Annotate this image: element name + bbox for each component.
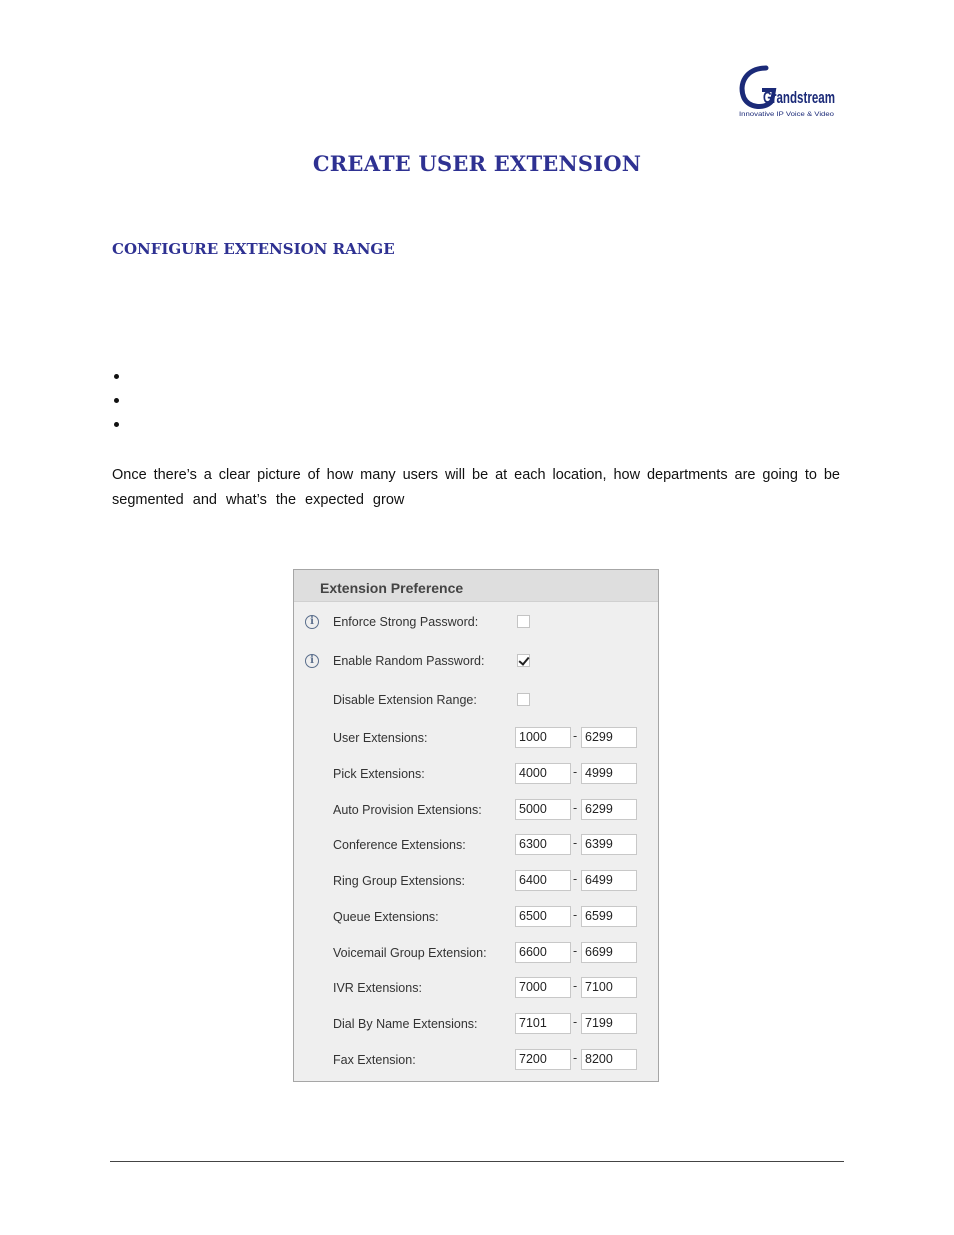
range-start-input[interactable]: 5000 <box>515 799 571 820</box>
range-end-input[interactable]: 4999 <box>581 763 637 784</box>
range-separator: - <box>573 836 578 850</box>
range-separator: - <box>573 872 578 886</box>
range-start-input[interactable]: 6600 <box>515 942 571 963</box>
range-row-queue-extensions <box>294 906 658 930</box>
range-row-pick-extensions <box>294 763 658 787</box>
range-separator: - <box>573 765 578 779</box>
range-row-ring-group-extensions <box>294 870 658 894</box>
info-icon[interactable]: i <box>305 615 319 629</box>
range-label: IVR Extensions: <box>333 981 422 995</box>
bullet-icon <box>114 374 119 379</box>
enforce-strong-password-checkbox[interactable] <box>517 615 530 628</box>
range-separator: - <box>573 1015 578 1029</box>
range-separator: - <box>573 908 578 922</box>
setting-label: Enforce Strong Password: <box>333 615 479 629</box>
range-end-input[interactable]: 6599 <box>581 906 637 927</box>
range-end-input[interactable]: 6299 <box>581 727 637 748</box>
logo-wordmark: Grandstream <box>763 88 835 107</box>
range-label: Pick Extensions: <box>333 767 425 781</box>
range-start-input[interactable]: 4000 <box>515 763 571 784</box>
disable-extension-range-checkbox[interactable] <box>517 693 530 706</box>
range-label: Queue Extensions: <box>333 910 439 924</box>
range-end-input[interactable]: 6699 <box>581 942 637 963</box>
range-label: Voicemail Group Extension: <box>333 946 487 960</box>
footer-divider <box>110 1161 844 1162</box>
range-start-input[interactable]: 7101 <box>515 1013 571 1034</box>
page-title: CREATE USER EXTENSION <box>312 151 642 176</box>
setting-label: Disable Extension Range: <box>333 693 477 707</box>
range-start-input[interactable]: 7000 <box>515 977 571 998</box>
range-end-input[interactable]: 6299 <box>581 799 637 820</box>
range-end-input[interactable]: 8200 <box>581 1049 637 1070</box>
section-title: CONFIGURE EXTENSION RANGE <box>112 240 395 258</box>
checkmark-icon <box>518 654 529 666</box>
info-icon[interactable]: i <box>305 654 319 668</box>
paragraph-line: segmented and what’s the expected grow <box>112 491 405 508</box>
range-start-input[interactable]: 6500 <box>515 906 571 927</box>
range-row-dial-by-name-extensions <box>294 1013 658 1037</box>
range-separator: - <box>573 944 578 958</box>
range-label: Ring Group Extensions: <box>333 874 466 888</box>
range-label: Auto Provision Extensions: <box>333 803 482 817</box>
extension-preference-panel <box>293 569 659 1082</box>
range-separator: - <box>573 729 578 743</box>
range-end-input[interactable]: 6399 <box>581 834 637 855</box>
range-start-input[interactable]: 6300 <box>515 834 571 855</box>
setting-row-enforce-strong-password <box>294 611 658 635</box>
range-end-input[interactable]: 7199 <box>581 1013 637 1034</box>
enable-random-password-checkbox[interactable] <box>517 654 530 667</box>
range-row-user-extensions <box>294 727 658 751</box>
range-start-input[interactable]: 6400 <box>515 870 571 891</box>
range-row-fax-extension <box>294 1049 658 1073</box>
range-row-auto-provision-extensions <box>294 799 658 823</box>
grandstream-logo <box>736 60 836 120</box>
range-label: Dial By Name Extensions: <box>333 1017 478 1031</box>
paragraph-line: Once there’s a clear picture of how many users will be at each location, how departments are going to be <box>112 467 840 483</box>
range-start-input[interactable]: 7200 <box>515 1049 571 1070</box>
range-row-ivr-extensions <box>294 977 658 1001</box>
range-label: Fax Extension: <box>333 1053 416 1067</box>
range-row-voicemail-group-extension <box>294 942 658 966</box>
range-label: Conference Extensions: <box>333 838 466 852</box>
bullet-icon <box>114 422 119 427</box>
range-separator: - <box>573 1051 578 1065</box>
range-row-conference-extensions <box>294 834 658 858</box>
bullet-icon <box>114 398 119 403</box>
range-separator: - <box>573 801 578 815</box>
range-end-input[interactable]: 7100 <box>581 977 637 998</box>
range-end-input[interactable]: 6499 <box>581 870 637 891</box>
logo-tagline: Innovative IP Voice & Video <box>739 111 835 118</box>
body-paragraph <box>112 463 840 512</box>
range-label: User Extensions: <box>333 731 428 745</box>
range-separator: - <box>573 979 578 993</box>
setting-row-enable-random-password <box>294 650 658 674</box>
setting-label: Enable Random Password: <box>333 654 485 668</box>
panel-title: Extension Preference <box>294 570 658 602</box>
setting-row-disable-extension-range <box>294 689 658 713</box>
range-start-input[interactable]: 1000 <box>515 727 571 748</box>
